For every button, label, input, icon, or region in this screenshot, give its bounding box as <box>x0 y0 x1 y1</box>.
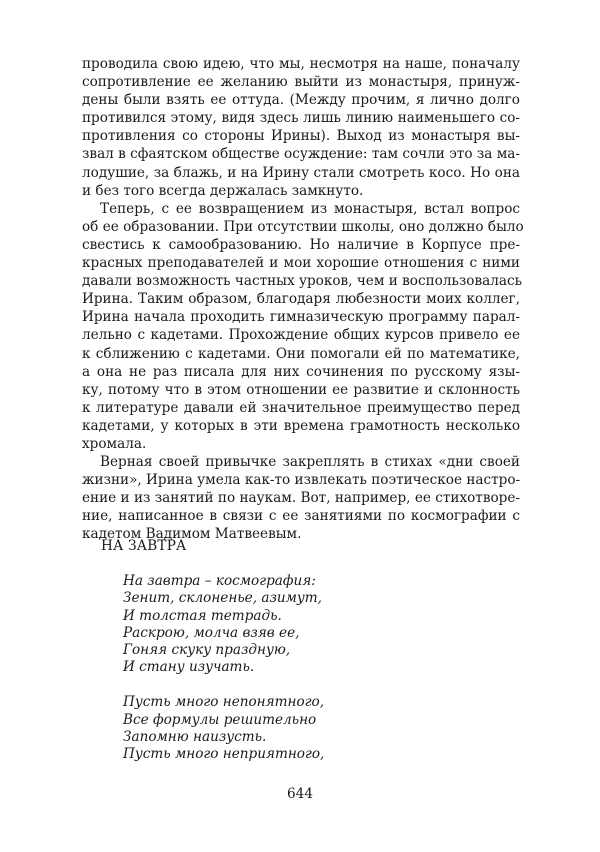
text-line: противления со стороны Ирины). Выход из монастыря вы- <box>82 128 520 145</box>
text-line: проводила свою идею, что мы, несмотря на наше, поначалу <box>82 56 520 72</box>
text-line: дены были взять ее оттуда. (Между прочим, я лично долго <box>82 92 520 109</box>
poem <box>123 573 324 781</box>
poem-title: НА ЗАВТРА <box>101 538 187 554</box>
poem-line: Запомню наизусть. <box>123 728 267 745</box>
text-line: давали возможность частных уроков, чем и воспользовалась <box>82 273 522 290</box>
text-line: жизни», Ирина умела как-то извлекать поэтическое настро- <box>82 472 521 489</box>
poem-line: Пусть много непонятного, <box>123 694 325 711</box>
poem-line: И толстая тетрадь. <box>123 607 282 624</box>
paragraph-2 <box>82 200 524 453</box>
text-line: лодушие, за блажь, и на Ирину стали смотреть косо. Но она <box>82 164 520 181</box>
text-line: кадетами, у которых в эти времена грамотность несколько <box>82 417 520 434</box>
paragraph-3 <box>82 453 520 543</box>
poem-line: Все формулы решительно <box>123 711 317 728</box>
poem-stanza-2 <box>123 694 324 763</box>
poem-stanza-1 <box>123 573 324 677</box>
main-text <box>82 55 524 544</box>
text-line: противился этому, видя здесь лишь линию наименьшего со- <box>82 110 520 127</box>
poem-line: Пусть много неприятного, <box>123 746 325 763</box>
text-line: об ее образовании. При отсутствии школы, оно должно было <box>82 218 524 235</box>
poem-line: Гоняя скуку праздную, <box>123 642 291 659</box>
text-line: хромала. <box>82 435 147 452</box>
text-line: сопротивление ее желанию выйти из монастыря, принуж- <box>82 74 520 91</box>
text-line: звал в сфаятском обществе осуждение: там сочли это за ма- <box>82 146 520 163</box>
paragraph-1 <box>82 55 520 200</box>
text-line: Верная своей привычке закреплять в стихах «дни своей <box>100 454 520 471</box>
text-line: и без того всегда держалась замкнуто. <box>82 182 364 199</box>
text-line: кадетом Вадимом Матвеевым. <box>82 526 302 543</box>
text-line: к литературе давали ей значительное преимущество перед <box>82 399 520 416</box>
text-line: а она не раз писала для них сочинения по русскому язы- <box>82 363 520 380</box>
text-line: красных преподавателей и мои хорошие отношения с ними <box>82 255 520 272</box>
text-line: лельно с кадетами. Прохождение общих курсов привело ее <box>82 327 520 344</box>
text-line: ние, написанное в связи с ее занятиями по космографии с <box>82 508 520 525</box>
text-line: Теперь, с ее возвращением из монастыря, встал вопрос <box>100 200 520 217</box>
text-line: ку, потому что в этом отношении ее развитие и склонность <box>82 381 520 398</box>
poem-line: Зенит, склоненье, азимут, <box>123 590 323 607</box>
poem-line: И стану изучать. <box>123 659 255 676</box>
text-line: Ирина начала проходить гимназическую программу парал- <box>82 309 520 326</box>
text-line: свестись к самообразованию. Но наличие в Корпусе пре- <box>82 236 520 253</box>
poem-line: На завтра – космография: <box>123 573 316 589</box>
text-line: к сближению с кадетами. Они помогали ей по математике, <box>82 345 520 362</box>
poem-line: Раскрою, молча взяв ее, <box>123 624 300 641</box>
text-line: ение и из занятий по наукам. Вот, например, ее стихотворе- <box>82 490 520 507</box>
page-number: 644 <box>287 786 313 802</box>
text-line: Ирина. Таким образом, благодаря любезности моих коллег, <box>82 291 520 308</box>
